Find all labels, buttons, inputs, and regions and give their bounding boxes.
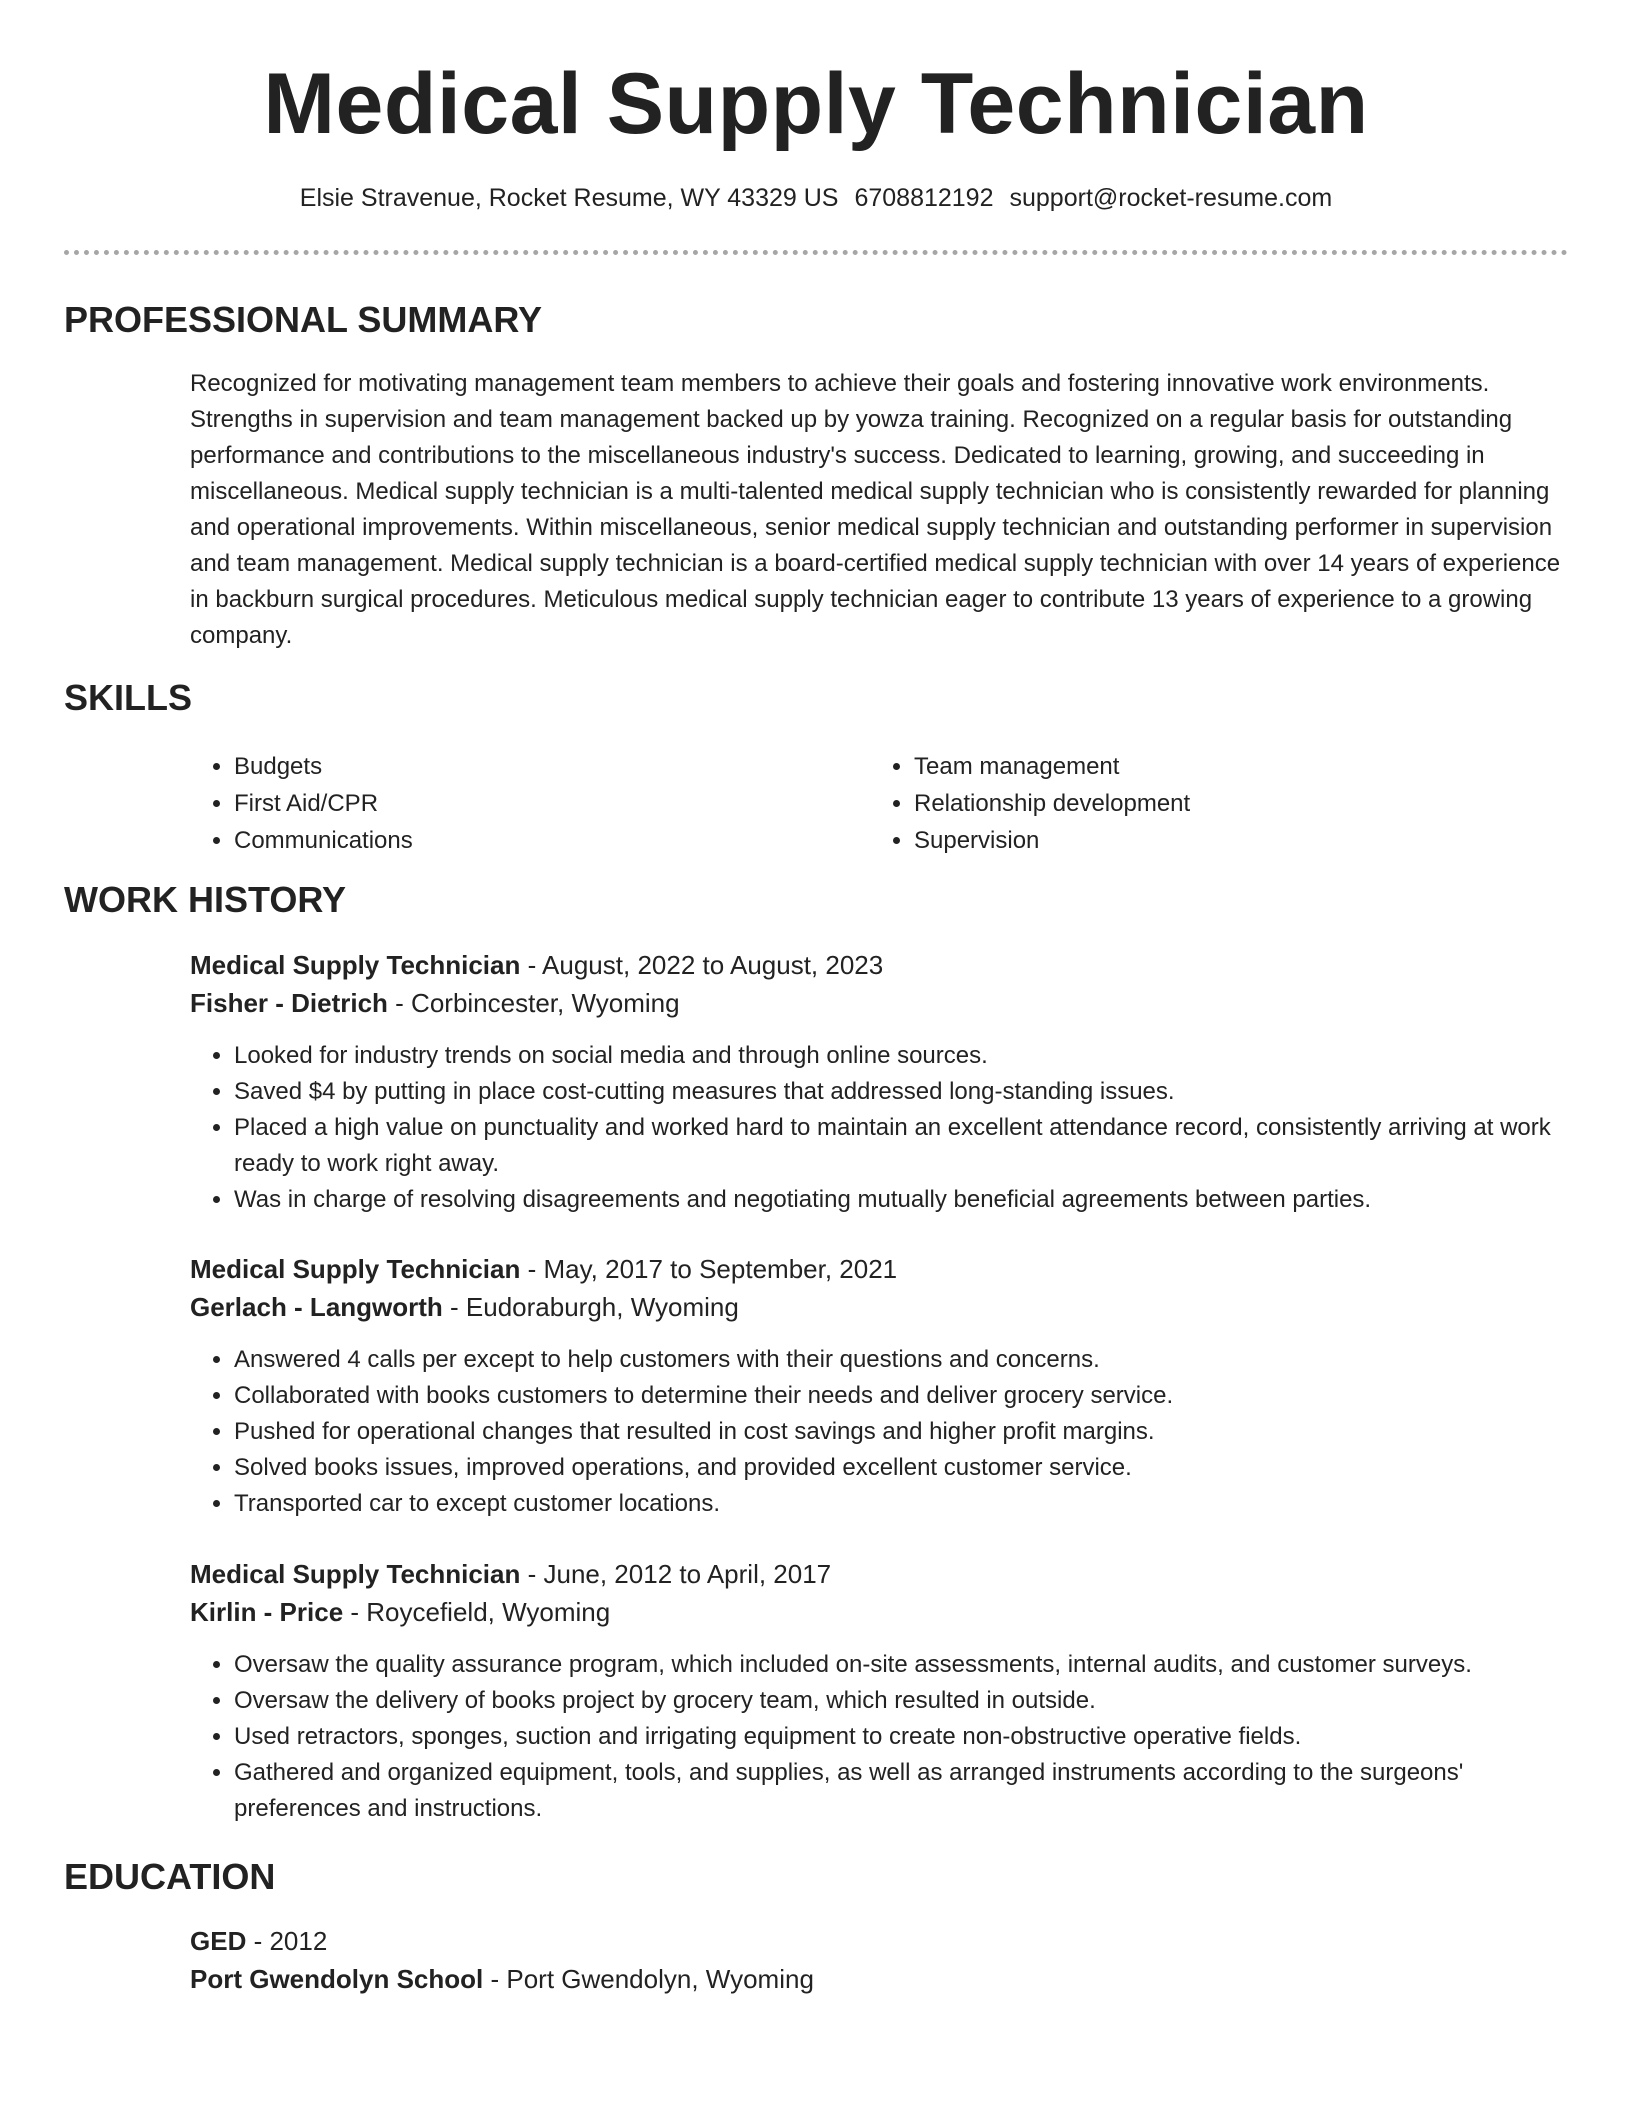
education-location: - Port Gwendolyn, Wyoming — [483, 1964, 814, 1994]
skill-item: • Team management — [914, 748, 1550, 785]
job-title-line — [190, 1250, 1568, 1288]
contact-phone: 6708812192 — [854, 184, 994, 212]
education-heading: EDUCATION — [64, 1856, 276, 1897]
skills-column-right — [870, 748, 1550, 859]
job-title-line — [190, 1555, 1568, 1593]
job-location: - Corbincester, Wyoming — [387, 988, 680, 1018]
job-bullet: • Looked for industry trends on social media and through online sources. — [234, 1038, 1568, 1074]
contact-address: Elsie Stravenue, Rocket Resume, WY 43329 US — [299, 184, 839, 212]
job-bullet: • Used retractors, sponges, suction and irrigating equipment to create non-obstructive operative fields. — [234, 1719, 1568, 1755]
summary-text: Recognized for motivating management team members to achieve their goals and fostering innovative work environments. Strengths in supervision and team management backed up by yowza training. Recognized on a regular basis for outstanding performance and contributions to the miscellaneous industry's success. Dedicated to learning, growing, and succeeding in miscellaneous. Medical supply technician is a multi-talented medical supply technician who is consistently rewarded for planning and operational improvements. Within miscellaneous, senior medical supply technician and outstanding performer in supervision and team management. Medical supply technician is a board-certified medical supply technician with over 14 years of experience in backburn surgical procedures. Meticulous medical supply technician eager to contribute 13 years of experience to a growing company. — [190, 370, 1561, 649]
job-company-line — [190, 1593, 1568, 1631]
skill-item: • Budgets — [234, 748, 870, 785]
resume-title: Medical Supply Technician — [263, 56, 1369, 152]
job-bullet: • Saved $4 by putting in place cost-cutting measures that addressed long-standing issues. — [234, 1074, 1568, 1110]
job-location: - Eudoraburgh, Wyoming — [442, 1292, 739, 1322]
job-bullet: • Oversaw the delivery of books project by grocery team, which resulted in outside. — [234, 1683, 1568, 1719]
summary-heading: PROFESSIONAL SUMMARY — [64, 299, 543, 340]
job-location: - Roycefield, Wyoming — [343, 1597, 611, 1627]
education-entry — [190, 1922, 1568, 1998]
job-title: Medical Supply Technician — [190, 950, 521, 980]
job-bullet: • Was in charge of resolving disagreements and negotiating mutually beneficial agreements between parties. — [234, 1182, 1568, 1218]
job-title-line — [190, 946, 1568, 984]
job-bullet: • Answered 4 calls per except to help customers with their questions and concerns. — [234, 1342, 1568, 1378]
header-divider — [64, 250, 1568, 255]
education-year: - 2012 — [246, 1926, 328, 1956]
job-company: Kirlin - Price — [190, 1597, 344, 1627]
job-company: Gerlach - Langworth — [190, 1292, 443, 1322]
job-company-line — [190, 984, 1568, 1022]
education-school: Port Gwendolyn School — [190, 1964, 484, 1994]
job-company-line — [190, 1288, 1568, 1326]
job-dates: - August, 2022 to August, 2023 — [520, 950, 884, 980]
job-bullet: • Oversaw the quality assurance program, which included on-site assessments, internal audits, and customer surveys. — [234, 1647, 1568, 1683]
job-dates: - June, 2012 to April, 2017 — [520, 1559, 832, 1589]
skill-item: • First Aid/CPR — [234, 785, 870, 822]
job-bullet: • Gathered and organized equipment, tools, and supplies, as well as arranged instruments according to the surgeons' preferences and instructions. — [234, 1755, 1568, 1827]
work-history-heading: WORK HISTORY — [64, 879, 347, 920]
skill-item: • Communications — [234, 822, 870, 859]
skill-item: • Relationship development — [914, 785, 1550, 822]
job-company: Fisher - Dietrich — [190, 988, 388, 1018]
job-bullet: • Placed a high value on punctuality and worked hard to maintain an excellent attendance record, consistently arriving at work ready to work right away. — [234, 1110, 1568, 1182]
skills-heading: SKILLS — [64, 677, 193, 718]
job-entry — [190, 1250, 1568, 1522]
contact-line — [0, 180, 1632, 216]
job-bullet: • Solved books issues, improved operations, and provided excellent customer service. — [234, 1450, 1568, 1486]
job-bullet: • Transported car to except customer locations. — [234, 1486, 1568, 1522]
contact-email: support@rocket-resume.com — [1009, 184, 1333, 212]
job-bullet: • Pushed for operational changes that resulted in cost savings and higher profit margins. — [234, 1414, 1568, 1450]
job-entry — [190, 946, 1568, 1218]
education-degree-line — [190, 1922, 1568, 1960]
skills-column-left — [190, 748, 870, 859]
job-title: Medical Supply Technician — [190, 1254, 521, 1284]
job-entry — [190, 1555, 1568, 1827]
education-degree: GED — [190, 1926, 247, 1956]
job-dates: - May, 2017 to September, 2021 — [520, 1254, 898, 1284]
job-bullet: • Collaborated with books customers to determine their needs and deliver grocery service. — [234, 1378, 1568, 1414]
skills-list — [190, 748, 1568, 859]
job-title: Medical Supply Technician — [190, 1559, 521, 1589]
skill-item: • Supervision — [914, 822, 1550, 859]
education-school-line — [190, 1960, 1568, 1998]
